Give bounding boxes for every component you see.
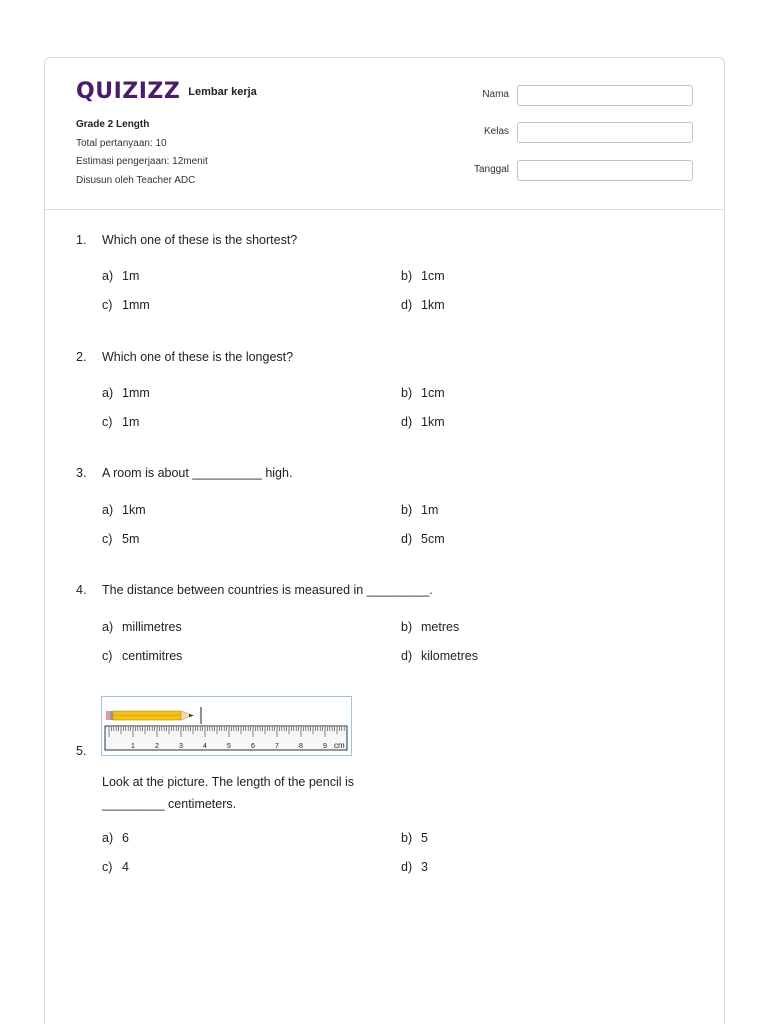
option-d[interactable] xyxy=(401,298,445,312)
question-text: Which one of these is the longest? xyxy=(102,350,294,364)
worksheet-header xyxy=(45,58,724,210)
option-letter: a) xyxy=(102,831,114,845)
question-text: A room is about __________ high. xyxy=(102,466,293,480)
option-letter: a) xyxy=(102,269,114,283)
ruler-number: 9 xyxy=(323,743,327,750)
option-text: 5cm xyxy=(421,532,445,546)
question-number: 2. xyxy=(76,350,87,364)
time-estimate: Estimasi pengerjaan: 12menit xyxy=(76,156,208,168)
total-questions: Total pertanyaan: 10 xyxy=(76,137,167,149)
option-a[interactable] xyxy=(102,620,182,634)
option-text: 6 xyxy=(122,831,129,845)
option-text: 1cm xyxy=(421,269,445,283)
option-d[interactable] xyxy=(401,415,445,429)
ruler-number: 2 xyxy=(155,743,159,750)
option-letter: d) xyxy=(401,860,413,874)
option-a[interactable] xyxy=(102,503,146,517)
option-letter: b) xyxy=(401,831,413,845)
name-field[interactable] xyxy=(517,85,693,106)
option-c[interactable] xyxy=(102,532,139,546)
class-field[interactable] xyxy=(517,122,693,143)
worksheet-meta xyxy=(76,116,208,191)
option-text: centimitres xyxy=(122,649,183,663)
option-letter: b) xyxy=(401,386,413,400)
option-text: 1km xyxy=(122,503,146,517)
option-text: 1mm xyxy=(122,298,150,312)
option-c[interactable] xyxy=(102,860,129,874)
option-letter: a) xyxy=(102,503,114,517)
sheet-label: Lembar kerja xyxy=(188,86,257,98)
option-c[interactable] xyxy=(102,298,150,312)
ruler-number: 4 xyxy=(203,743,207,750)
question-text: The distance between countries is measured in _________. xyxy=(102,583,433,597)
brand xyxy=(76,80,257,104)
option-letter: a) xyxy=(102,386,114,400)
name-label: Nama xyxy=(482,89,509,100)
option-letter: c) xyxy=(102,649,113,663)
option-letter: d) xyxy=(401,649,413,663)
ruler-number: 7 xyxy=(275,743,279,750)
option-a[interactable] xyxy=(102,269,139,283)
ruler-number: 1 xyxy=(131,743,135,750)
option-text: kilometres xyxy=(421,649,478,663)
option-text: 4 xyxy=(122,860,129,874)
ruler-number: 8 xyxy=(299,743,303,750)
date-label: Tanggal xyxy=(473,164,509,175)
option-b[interactable] xyxy=(401,831,428,845)
option-text: 3 xyxy=(421,860,428,874)
option-text: 1m xyxy=(122,415,140,429)
option-text: 1km xyxy=(421,415,445,429)
option-letter: a) xyxy=(102,620,114,634)
question-number: 5. xyxy=(76,744,87,758)
option-d[interactable] xyxy=(401,860,428,874)
option-b[interactable] xyxy=(401,386,445,400)
option-text: 1m xyxy=(421,503,439,517)
date-field[interactable] xyxy=(517,160,693,181)
class-label: Kelas xyxy=(483,126,509,137)
option-a[interactable] xyxy=(102,386,150,400)
option-letter: d) xyxy=(401,298,413,312)
option-b[interactable] xyxy=(401,503,438,517)
option-letter: c) xyxy=(102,532,113,546)
ruler-number: 5 xyxy=(227,743,231,750)
option-letter: b) xyxy=(401,503,413,517)
quizizz-logo: QUIZIZZ xyxy=(76,79,181,104)
option-letter: b) xyxy=(401,620,413,634)
option-c[interactable] xyxy=(102,415,139,429)
option-a[interactable] xyxy=(102,831,129,845)
option-text: 1m xyxy=(122,269,140,283)
option-letter: c) xyxy=(102,415,113,429)
option-letter: c) xyxy=(102,860,113,874)
ruler-number: 6 xyxy=(251,743,255,750)
worksheet-card xyxy=(44,57,725,1024)
question-number: 1. xyxy=(76,233,87,247)
pencil-icon xyxy=(106,711,194,720)
option-d[interactable] xyxy=(401,649,478,663)
worksheet-title: Grade 2 Length xyxy=(76,119,150,130)
option-text: 1mm xyxy=(122,386,150,400)
option-text: metres xyxy=(421,620,460,634)
question-text: Which one of these is the shortest? xyxy=(102,233,298,247)
pencil-ruler-picture xyxy=(101,696,352,756)
ruler-number: 3 xyxy=(179,743,183,750)
option-text: millimetres xyxy=(122,620,182,634)
option-letter: b) xyxy=(401,269,413,283)
option-text: 5m xyxy=(122,532,140,546)
option-c[interactable] xyxy=(102,649,182,663)
author: Disusun oleh Teacher ADC xyxy=(76,175,196,187)
ruler-unit-label: cm xyxy=(334,741,345,750)
option-text: 1km xyxy=(421,298,445,312)
option-letter: d) xyxy=(401,415,413,429)
option-letter: c) xyxy=(102,298,113,312)
option-text: 1cm xyxy=(421,386,445,400)
question-number: 3. xyxy=(76,466,87,480)
pencil-ruler-illustration xyxy=(102,697,351,755)
question-text: Look at the picture. The length of the pencil is _________ centimeters. xyxy=(102,775,355,811)
question-number: 4. xyxy=(76,583,87,597)
option-letter: d) xyxy=(401,532,413,546)
option-b[interactable] xyxy=(401,620,459,634)
option-text: 5 xyxy=(421,831,428,845)
option-b[interactable] xyxy=(401,269,445,283)
option-d[interactable] xyxy=(401,532,445,546)
